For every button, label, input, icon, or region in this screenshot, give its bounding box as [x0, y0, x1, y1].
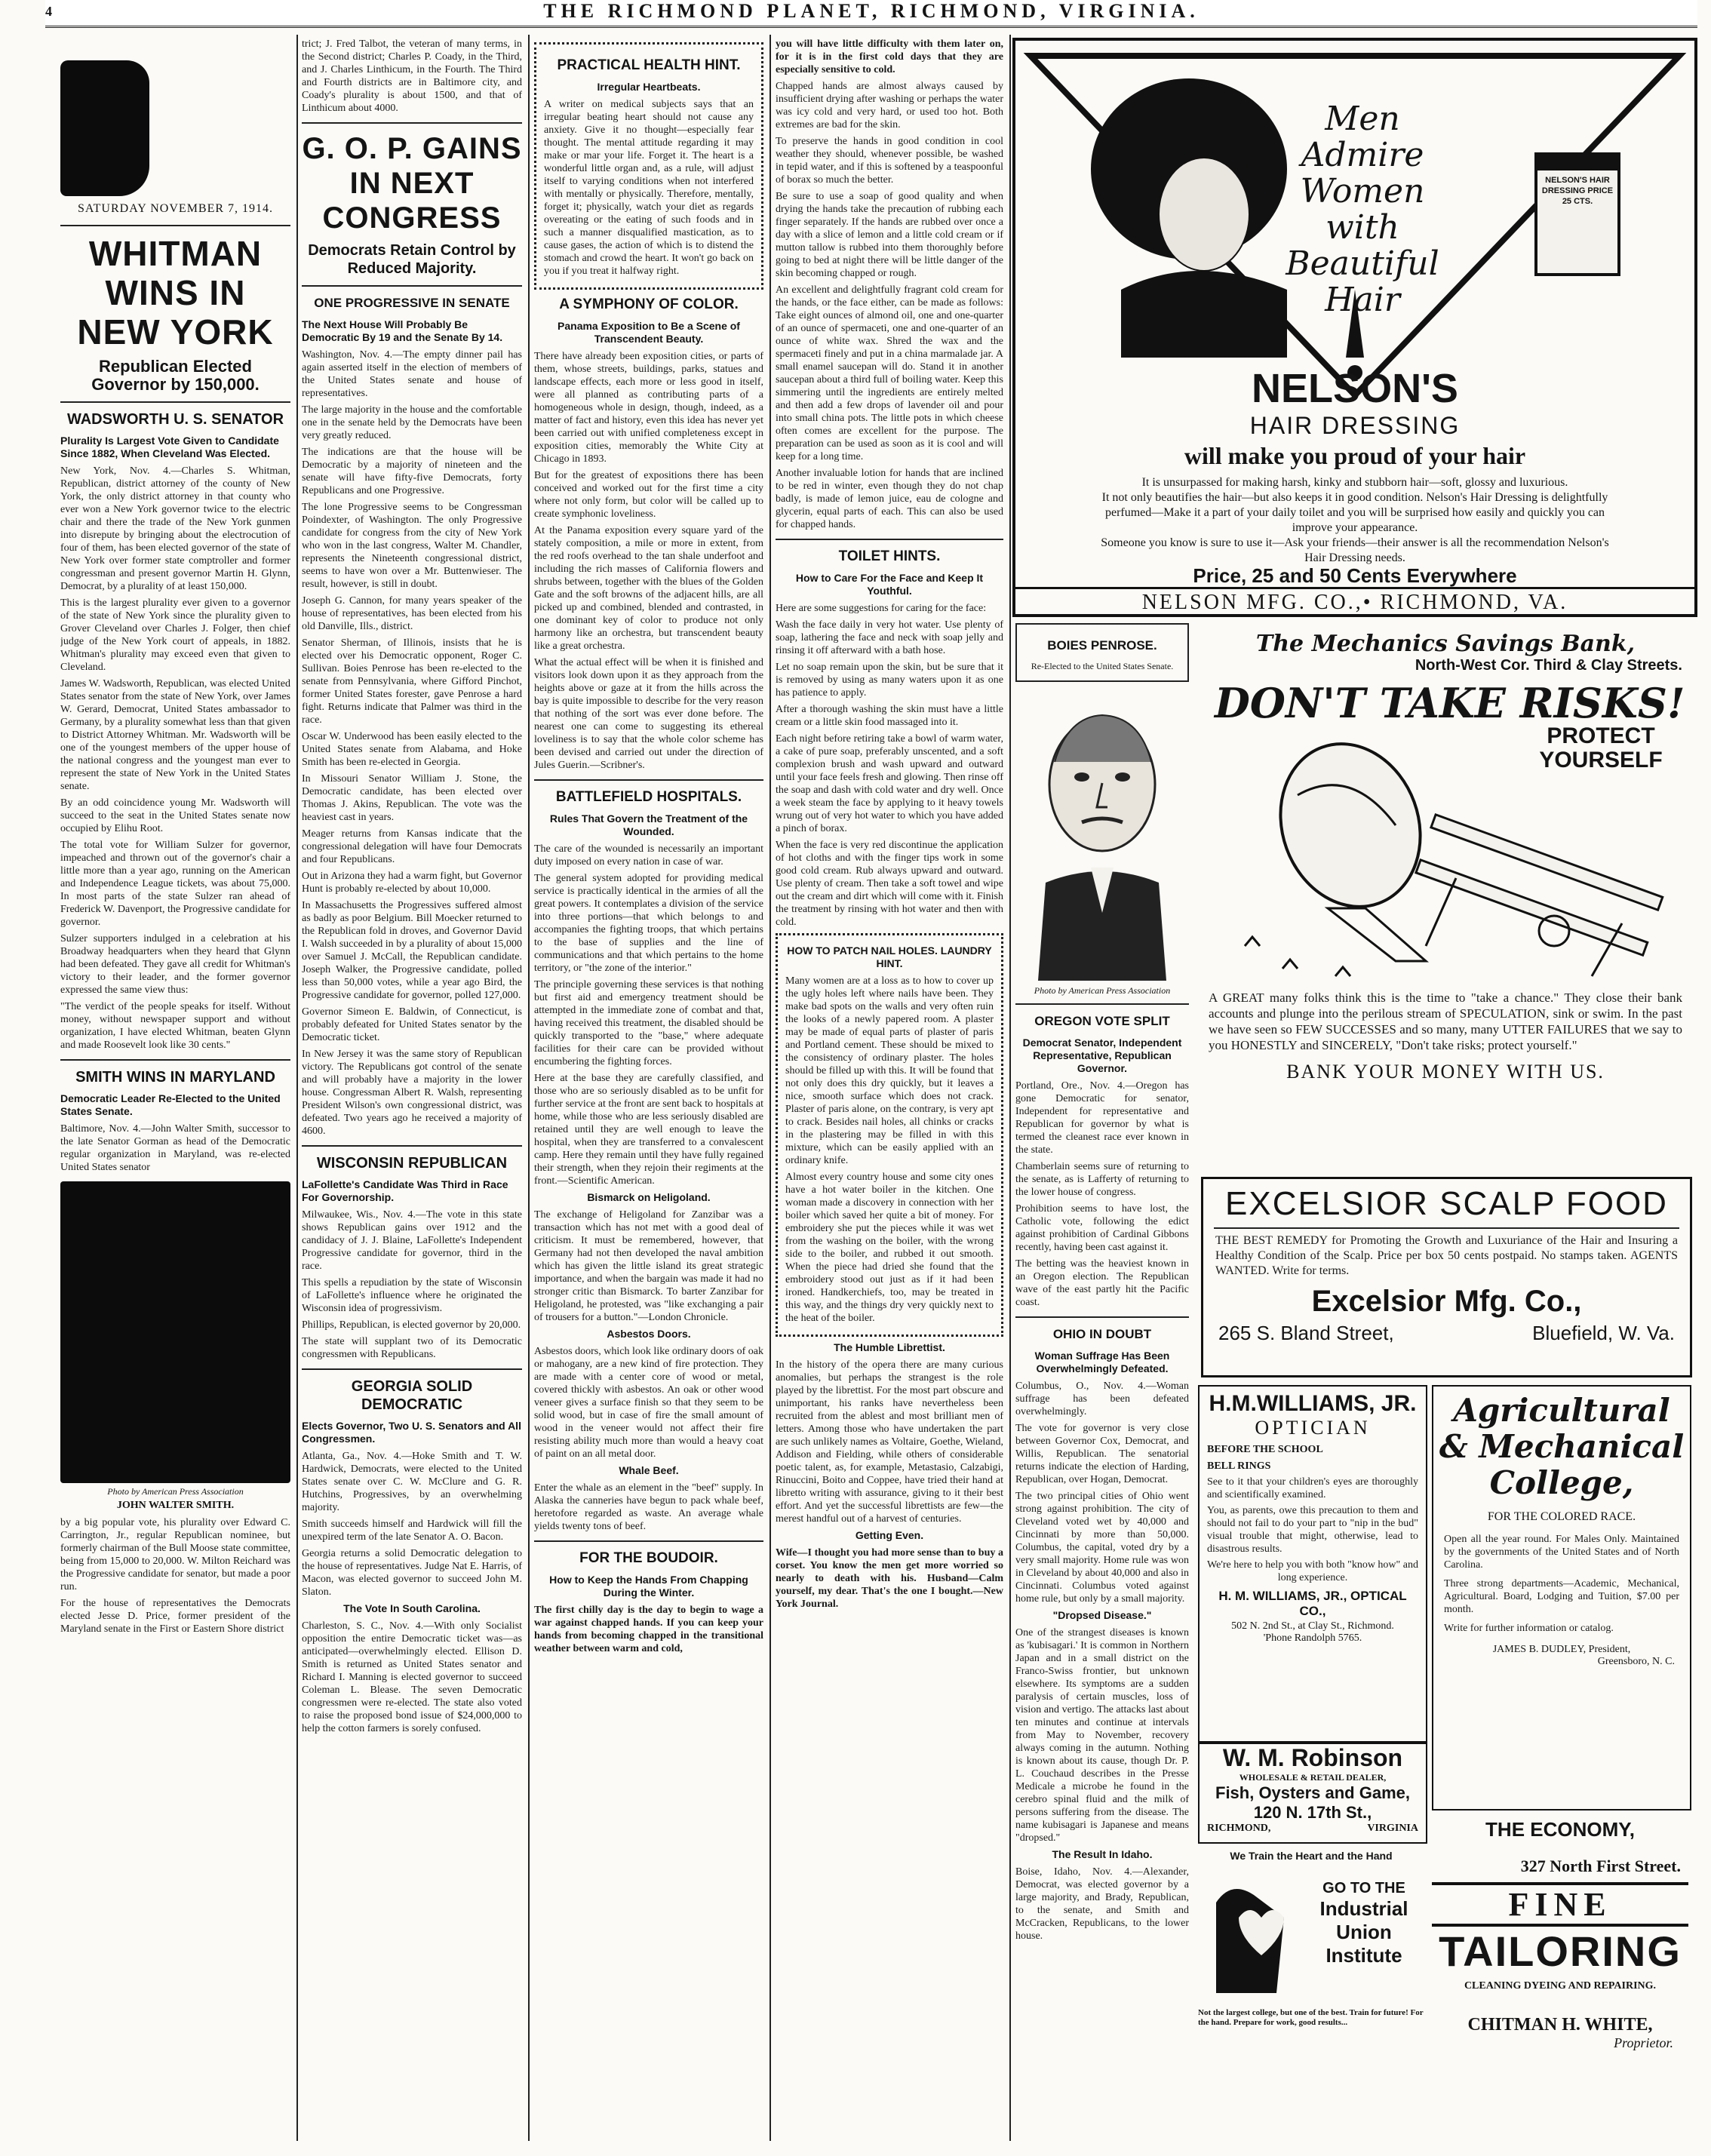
- column-3: [534, 38, 763, 2141]
- article-paragraph: The principle governing these services is that nothing but first aid and emergency treatment should be attempted in the immediate zone of combat and that, having received this treatment, the disabled should be quickly transported to the "base," where adequate facilities for their care can be provided without encumbering the fighting forces.: [534, 979, 763, 1067]
- divider: [302, 1145, 522, 1147]
- dropsed-headline: "Dropsed Disease.": [1052, 1609, 1152, 1621]
- penrose-sub: Re-Elected to the United States Senate.: [1031, 661, 1174, 671]
- college-title-line: & Mechanical: [1439, 1428, 1685, 1465]
- article-paragraph: Another invaluable lotion for hands that are inclined to be red in winter, even though they do not chap badly, is made of lemon juice, eau de cologne and glycerin, equal parts of each. This can also be used for chapped hands.: [776, 468, 1003, 530]
- article-paragraph: By an odd coincidence young Mr. Wadsworth will succeed to the seat in the United States senate now occupied by Elihu Root.: [60, 797, 290, 834]
- whitman-deck: Republican Elected Governor by 150,000.: [91, 357, 260, 394]
- column-4: [776, 38, 1003, 2141]
- nelson-tagline: will make you proud of your hair: [1184, 442, 1526, 469]
- headline-line: Women: [1300, 172, 1425, 210]
- article-paragraph: Columbus, O., Nov. 4.—Woman suffrage has been defeated overwhelmingly.: [1015, 1381, 1189, 1417]
- ad-copy-line: It is unsurpassed for making harsh, kinky and stubborn hair—soft, glossy and luxurious.: [1141, 476, 1568, 489]
- article-paragraph: Chapped hands are almost always caused by insufficient drying after washing or perhaps the water was icy cold and very hard, or used too hot. Both extremes are bad for the skin.: [776, 81, 1003, 131]
- symphony-headline: A SYMPHONY OF COLOR.: [559, 296, 739, 312]
- issue-date: SATURDAY NOVEMBER 7, 1914.: [77, 202, 274, 215]
- divider: [302, 1368, 522, 1370]
- article-paragraph: "The verdict of the people speaks for itself. Without money, without newspaper support and without organization, I have elected Whitman, beaten Glynn and made Roosevelt look like 30 cents.": [60, 1001, 290, 1051]
- article-paragraph: Boise, Idaho, Nov. 4.—Alexander, Democrat, was elected governor by a large majority, and Brady, Republican, to the senate, and Smith and McCracken, Republicans, to the lower house.: [1015, 1866, 1189, 1942]
- article-paragraph: Wash the face daily in very hot water. Use plenty of soap, lathering the face and neck with soap jelly and rinsing it off afterward with a bath hose.: [776, 619, 1003, 656]
- nelson-price: Price, 25 and 50 Cents Everywhere: [1193, 564, 1517, 587]
- industrial-institute-ad: [1198, 1850, 1424, 2136]
- williams-copy: We're here to help you with both "know how" and long experience.: [1207, 1559, 1418, 1583]
- photo-caption: JOHN WALTER SMITH.: [116, 1500, 235, 1511]
- ohio-deck: Woman Suffrage Has Been Overwhelmingly Defeated.: [1034, 1350, 1170, 1374]
- penrose-portrait-image: [1015, 686, 1189, 981]
- article-paragraph: But for the greatest of expositions there has been conceived and worked out for the first time a city where not only form, but color will be called up to create symphonic loveliness.: [534, 470, 763, 520]
- excelsior-street: 265 S. Bland Street,: [1218, 1322, 1394, 1344]
- article-paragraph: Washington, Nov. 4.—The empty dinner pail has again asserted itself in the election of members of the United States senate and house of representatives.: [302, 349, 522, 399]
- article-paragraph: Senator Sherman, of Illinois, insists that he is elected over his Democratic opponent, Roger C. Sullivan. Boies Penrose has been re-elected to the senate from Pennsylvania, where Gifford Pinchot, former United States forester, gave Penrose a hard fight. Returns indicate that Palmer was third in the race.: [302, 637, 522, 726]
- penrose-name: BOIES PENROSE.: [1047, 638, 1157, 653]
- article-paragraph: The state will supplant two of its Democratic congressmen with Republicans.: [302, 1336, 522, 1360]
- article-paragraph: Joseph G. Cannon, for many years speaker of the house of representatives, has been elected from his old Danville, Ills., district.: [302, 595, 522, 632]
- article-paragraph: Wife—I thought you had more sense than to buy a corset. You know the men get more worried so nearly to death with his. Husband—Calm yourself, my dear. That's the one I bought.—New York Journal.: [776, 1547, 1003, 1610]
- article-paragraph: Smith succeeds himself and Hardwick will fill the unexpired term of the late Senator A. O. Bacon.: [302, 1519, 522, 1543]
- williams-address: 502 N. 2nd St., at Clay St., Richmond.: [1231, 1620, 1394, 1632]
- boudoir-headline: FOR THE BOUDOIR.: [579, 1550, 718, 1566]
- headline-line: Beautiful: [1286, 244, 1439, 283]
- masthead: [45, 0, 1697, 28]
- williams-phone: 'Phone Randolph 5765.: [1263, 1632, 1362, 1644]
- article-paragraph: Sulzer supporters indulged in a celebration at his Broadway headquarters when they heard that Glynn had been defeated. They gave all credit for Whitman's victory to their leader, and the former governor expressed the same view thus:: [60, 933, 290, 996]
- college-copy: Three strong departments—Academic, Mechanical, Agricultural. Board, Lodging and Tuition, $7.00 per month.: [1444, 1578, 1679, 1615]
- gop-subhead: ONE PROGRESSIVE IN SENATE: [314, 296, 510, 310]
- college-signer: JAMES B. DUDLEY, President,: [1492, 1644, 1631, 1655]
- nelson-product: HAIR DRESSING: [1249, 412, 1461, 439]
- article-paragraph: Enter the whale as an element in the "beef" supply. In Alaska the canneries have begun to pack whale beef, heretofore regarded as waste. An average whale yields twenty tons of beef.: [534, 1482, 763, 1532]
- article-paragraph: The large majority in the house and the comfortable one in the senate held by the Democrats have been very greatly reduced.: [302, 404, 522, 441]
- divider: [1015, 1316, 1189, 1318]
- headline-line: Hair: [1325, 281, 1400, 319]
- robinson-city: RICHMOND,: [1207, 1823, 1271, 1834]
- divider: [1015, 1003, 1189, 1005]
- economy-name: THE ECONOMY,: [1485, 1818, 1635, 1841]
- college-title: [1433, 1393, 1690, 1501]
- excelsior-scalp-food-ad: [1201, 1177, 1692, 1377]
- toilet-deck: How to Care For the Face and Keep It Youthful.: [795, 572, 984, 597]
- robinson-name: W. M. Robinson: [1222, 1744, 1403, 1771]
- article-paragraph: When the face is very red discontinue the application of hot cloths and with the finger tips work in some good cold cream. Rub always upward and outward. Use plenty of cream. Then take a soft towel and wipe out the cream and dirt which will come with it. Finish the treatment by rinsing with hot water and then with cold.: [776, 840, 1003, 928]
- bank-address: North-West Cor. Third & Clay Streets.: [1415, 657, 1682, 674]
- article-paragraph: you will have little difficulty with them later on, for it is in the first cold days that they are especially sensitive to cold.: [776, 38, 1003, 75]
- article-paragraph: The two principal cities of Ohio went strong against prohibition. The city of Cleveland voted wet by 40,000 and Cincinnati by more than 50,000. Columbus, the capital, voted dry by a very small majority. Home rule was won in Cleveland by about 40,000 and also in Cincinnati. Columbus voted against home rule, but only by a small majority.: [1015, 1491, 1189, 1605]
- health-hint-box: [534, 42, 763, 290]
- divider: [776, 539, 1003, 540]
- article-paragraph: A writer on medical subjects says that an irregular beating heart should not cause any anxiety. Give it no thought—especially fear thought. The mental attitude regarding it may make or mar your life. Forget it. The heart is a wonderful little organ and, as a rule, will adjust itself to varying conditions when not interfered with mentally or physically. Therefore, mentally, forget it; physically, watch your diet as regards overeating or the eating of such foods and in such a manner disqualified mastication, as to cause gases, the action of which is to distend the stomach and crowd the heart. It won't go back on you if you treat it halfway right.: [544, 99, 754, 277]
- williams-sub1: BEFORE THE SCHOOL: [1207, 1444, 1323, 1455]
- article-paragraph: Almost every country house and some city ones have a hot water boiler in the kitchen. One woman made a discovery in connection with her boiler which saved her quite a bit of money. For embroidery she put the pieces while it was wet from the washing on the boiler, with the wrong side to the boiler, and rubbed it out smooth. When the piece had dried she found that the embroidery stood out just as if it had been ironed. Handkerchiefs, too, may be treated in this way, and the things dry very quickly next to the heat of the boiler.: [785, 1172, 994, 1324]
- article-paragraph: Oscar W. Underwood has been easily elected to the United States senate from Alabama, and Hoke Smith has been re-elected in Georgia.: [302, 731, 522, 768]
- masthead-title: THE RICHMOND PLANET, RICHMOND, VIRGINIA.: [543, 0, 1200, 22]
- idaho-headline: The Result In Idaho.: [1052, 1848, 1153, 1860]
- divider: [302, 285, 522, 287]
- nelson-hair-dressing-ad: [1012, 38, 1697, 617]
- product-jar-label: NELSON'S HAIR DRESSING PRICE 25 CTS.: [1541, 176, 1614, 206]
- industrial-lettering: [1304, 1880, 1424, 1967]
- article-paragraph: Asbestos doors, which look like ordinary doors of oak or mahogany, are a new kind of fire protection. They are made with a center core of wood or metal, covered thickly with asbestos. An oak or other wood veneer gives a surface finish so that they seem to be solid wood, but in case of fire the small amount of wood in the veneer would not affect their fire resisting ability much more than would a heavy coat of paint on an all metal door.: [534, 1346, 763, 1460]
- bismarck-headline: Bismarck on Heligoland.: [587, 1191, 711, 1203]
- article-paragraph: The total vote for William Sulzer for governor, impeached and thrown out of the governor's chair a little more than a year ago, running on the American and Independence League tickets, was about 75,000. In most parts of the state Sulzer ran ahead of Frederick W. Davenport, the Progressive candidate for governor.: [60, 840, 290, 928]
- williams-copy: See to it that your children's eyes are thoroughly and scientifically examined.: [1207, 1476, 1418, 1500]
- article-paragraph: In New Jersey it was the same story of Republican victory. The Republicans got control of the senate and will probably have a majority in the lower house. Congressman Albert R. Walsh, representing President Wilson's own congressional district, was defeated. Two years ago he received a majority of 4600.: [302, 1049, 522, 1137]
- article-paragraph: The general system adopted for providing medical service is practically identical in the armies of all the great powers. It contemplates a division of the service into three portions—that which belongs to and accompanies the fighting troops, that which pertains to the base of supplies and the line of communications and that which pertains to the home territory, or "the zone of the interior.": [534, 873, 763, 974]
- robinson-location: [1207, 1823, 1418, 1835]
- divider: [60, 401, 290, 403]
- robinson-address: 120 N. 17th St.,: [1253, 1803, 1372, 1822]
- nelson-company: NELSON MFG. CO.,• RICHMOND, VA.: [1015, 587, 1694, 615]
- college-copy: Open all the year round. For Males Only. Maintained by the governments of the United States and of North Carolina.: [1444, 1534, 1679, 1571]
- industrial-top: We Train the Heart and the Hand: [1230, 1850, 1393, 1862]
- article-paragraph: At the Panama exposition every square yard of the stately composition, a mile or more in extent, from the red roofs overhead to the tan shale underfoot and including the rich masses of California flowers and shrubs between, together with the blues of the Golden Gate and the soft browns of the adjacent hills, are all picked up and combined, blended and contrasted, in one dominant key of color to produce not only harmony like an orchestra, but transcendent beauty like a great orchestra.: [534, 525, 763, 652]
- divider: [534, 1540, 763, 1542]
- page-number: 4: [45, 4, 53, 19]
- excelsior-title: EXCELSIOR SCALP FOOD: [1225, 1185, 1668, 1222]
- article-paragraph: Governor Simeon E. Baldwin, of Connecticut, is probably defeated for United States senator by the Democratic ticket.: [302, 1006, 522, 1043]
- divider: [60, 1059, 290, 1061]
- divider: [302, 122, 522, 124]
- column-5: [1015, 619, 1189, 2141]
- article-paragraph: One of the strangest diseases is known as 'kubisagari.' It is common in Northern Japan and in a small district on the Franco-Swiss frontier, but unknown elsewhere. Its symptoms are a sudden paralysis of certain muscles, loss of vision and vertigo. The attacks last about ten minutes and continue at intervals from May to November, recovery always coming in the autumn. Nothing is known about its cause, though Dr. P. L. Couchaud describes in the Presse Medicale a microbe he found in the cerebro spinal fluid and the milk of persons suffering from the disease. The name kubisagari is Japanese and means "dropsed.": [1015, 1627, 1189, 1844]
- article-paragraph: To preserve the hands in good condition in cool weather they should, whenever possible, be washed in tepid water, and if this is softened by a teaspoonful of borax so much the better.: [776, 136, 1003, 186]
- battlefield-deck: Rules That Govern the Treatment of the Wounded.: [549, 812, 748, 837]
- economy-tailoring-ad: [1432, 1818, 1688, 2135]
- article-paragraph: Phillips, Republican, is elected governor by 20,000.: [302, 1319, 521, 1331]
- bank-name: The Mechanics Savings Bank,: [1255, 631, 1636, 657]
- battlefield-headline: BATTLEFIELD HOSPITALS.: [555, 789, 742, 805]
- mechanics-bank-ad: [1200, 626, 1691, 1139]
- article-paragraph: The first chilly day is the day to begin to wage a war against chapped hands. If you can keep your hands from becoming chapped in the transitional weather between warm and cold,: [534, 1605, 763, 1654]
- gop-deck: Democrats Retain Control by Reduced Majority.: [308, 242, 516, 277]
- article-paragraph: There have already been exposition cities, or parts of them, whose streets, buildings, parks, statues and landscape effects, each more or less good in itself, were all planned as contributing parts of a homogeneous whole in design, though, indeed, as a matter of fact and history, even this idea has never yet been carried out with unified completeness except in exposition cities, memorably the White City at Chicago in 1893.: [534, 351, 763, 465]
- williams-name: H.M.WILLIAMS, JR.: [1209, 1391, 1417, 1416]
- article-paragraph: by a big popular vote, his plurality over Edward C. Carrington, Jr., regular Republican nominee, but formerly chairman of the Bull Moose state committee, being from 15,000 to 20,000. W. Milton Reichard was the Progressive candidate for senator, but made a poor run.: [60, 1517, 290, 1592]
- williams-title: OPTICIAN: [1255, 1417, 1371, 1439]
- college-title-line: Agricultural: [1453, 1392, 1670, 1429]
- article-paragraph: Portland, Ore., Nov. 4.—Oregon has gone Democratic for senator, Independent for representative and Republican for governor by what is termed the cleanest race ever known in the state.: [1015, 1080, 1189, 1156]
- industrial-line: GO TO THE: [1322, 1880, 1405, 1896]
- nelson-copy: [1091, 475, 1619, 566]
- librettist-headline: The Humble Librettist.: [834, 1341, 945, 1353]
- wadsworth-subhead: WADSWORTH U. S. SENATOR: [66, 411, 284, 428]
- whitman-headline: WHITMAN WINS IN NEW YORK: [77, 234, 274, 352]
- photo-credit: Photo by American Press Association: [1034, 985, 1171, 996]
- bank-slogan: DON'T TAKE RISKS!: [1215, 679, 1685, 727]
- economy-sub: CLEANING DYEING AND REPAIRING.: [1464, 1980, 1657, 1992]
- article-paragraph: Prohibition seems to have lost, the Catholic vote, following the edict against prohibition of Cardinal Gibbons recently, having been cast against it.: [1015, 1203, 1189, 1253]
- college-copy: Write for further information or catalog.: [1444, 1623, 1614, 1634]
- economy-fine: FINE: [1432, 1882, 1688, 1927]
- article-paragraph: Atlanta, Ga., Nov. 4.—Hoke Smith and T. W. Hardwick, Democrats, were elected to the United States senate over C. W. McClure and G. R. Hutchins, Progressives, by an overwhelming majority.: [302, 1451, 522, 1513]
- ink-smudge-image: [60, 60, 149, 196]
- article-paragraph: The indications are that the house will be Democratic by a majority of nineteen and the senate will have fifty-five Democrats, forty Republicans and one Progressive.: [302, 447, 522, 496]
- article-paragraph: The care of the wounded is necessarily an important duty imposed on every nation in case of war.: [534, 843, 763, 868]
- divider: [534, 779, 763, 781]
- column-rule: [528, 35, 530, 2141]
- article-paragraph: Each night before retiring take a bowl of warm water, a cake of pure soap, preferably unscented, and a soft complexion brush and wash upward and outward until your face feels fresh and glowing. Then rinse off the soap and dash with cold water and dry well. Once a week steam the face by applying to it heavy towels wrung out of very hot water to which you have added a pinch of borax.: [776, 733, 1003, 834]
- oregon-headline: OREGON VOTE SPLIT: [1034, 1014, 1170, 1028]
- article-paragraph: Charleston, S. C., Nov. 4.—With only Socialist opposition the entire Democratic ticket was—as anticipated—overwhelmingly elected. Ellison D. Smith is returned as United States senator and Richard I. Manning is elected governor to succeed Coleman L. Blease. The seven Democratic congressmen were re-elected. The state also voted to raise the proposed bond issue of $24,000,000 to help the cotton farmers is sorely confused.: [302, 1620, 522, 1734]
- college-ad: [1432, 1385, 1691, 1810]
- article-paragraph: Baltimore, Nov. 4.—John Walter Smith, successor to the late Senator Gorman as head of the Democratic regular organization in Maryland, was re-elected United States senator: [60, 1123, 290, 1173]
- bank-footer: BANK YOUR MONEY WITH US.: [1286, 1061, 1605, 1083]
- excelsior-company: Excelsior Mfg. Co.,: [1311, 1285, 1582, 1318]
- column-2: [302, 38, 522, 2141]
- nelson-headline: [1264, 101, 1461, 318]
- penrose-nameplate: [1015, 623, 1189, 682]
- industrial-footer: Not the largest college, but one of the best. Train for future! For the hand. Prepare for work, good results...: [1198, 2008, 1424, 2027]
- economy-address: 327 North First Street.: [1520, 1857, 1681, 1875]
- wisconsin-deck: LaFollette's Candidate Was Third in Race For Governorship.: [302, 1178, 508, 1203]
- divider: [1214, 1227, 1679, 1229]
- article-paragraph: Out in Arizona they had a warm fight, but Governor Hunt is probably re-elected by about 10,000.: [302, 871, 522, 895]
- article-paragraph: trict; J. Fred Talbot, the veteran of many terms, in the Second district; Charles P. Coady, in the Third, and J. Charles Linthicum, in the Fourth. The Third and Fourth districts are in Baltimore city, and Coady's plurality is about 1500, and that of Linthicum about 4000.: [302, 38, 522, 114]
- georgia-deck: Elects Governor, Two U. S. Senators and All Congressmen.: [302, 1420, 521, 1445]
- health-deck: Irregular Heartbeats.: [597, 81, 701, 93]
- oregon-deck: Democrat Senator, Independent Representative, Republican Governor.: [1022, 1037, 1182, 1074]
- column-rule: [1009, 35, 1011, 2141]
- nelson-brand: NELSON'S: [1252, 366, 1458, 411]
- health-headline: PRACTICAL HEALTH HINT.: [557, 57, 741, 73]
- boudoir-deck: How to Keep the Hands From Chapping During the Winter.: [549, 1574, 748, 1599]
- article-paragraph: After a thorough washing the skin must have a little cream or a little skin food massaged into it.: [776, 704, 1003, 728]
- article-paragraph: Be sure to use a soap of good quality and when drying the hands take the precaution of rubbing each finger separately. If the hands are rubbed over once a day with a slice of lemon and a little cold cream or if mutton tallow is rubbed into them thoroughly before going to bed at night there will be little danger of the skin becoming chapped or rough.: [776, 191, 1003, 279]
- article-paragraph: Chamberlain seems sure of returning to the senate, as is Lafferty of returning to the lower house of congress.: [1015, 1161, 1189, 1198]
- nail-holes-box: [776, 933, 1003, 1337]
- toilet-headline: TOILET HINTS.: [838, 548, 941, 564]
- robinson-sub: WHOLESALE & RETAIL DEALER,: [1239, 1772, 1387, 1783]
- ad-copy-line: Someone you know is sure to use it—Ask your friends—their answer is all the recommendation Nelson's Hair Dressing needs.: [1101, 536, 1609, 564]
- column-rule: [769, 35, 771, 2141]
- industrial-line: Institute: [1325, 1944, 1402, 1967]
- article-paragraph: Let no soap remain upon the skin, but be sure that it is removed by using as many waters upon it as one has patience to apply.: [776, 662, 1003, 699]
- column-rule: [296, 35, 298, 2141]
- whale-headline: Whale Beef.: [619, 1464, 679, 1476]
- college-city: Greensboro, N. C.: [1597, 1656, 1675, 1667]
- ad-copy-line: It not only beautifies the hair—but also keeps it in good condition. Nelson's Hair Dressing is delightfully perfumed—Make it a part of your daily toilet and you will be surprised how easily and quickly you can improve your appearance.: [1101, 491, 1608, 534]
- bank-sub-slogan: PROTECT YOURSELF: [1539, 723, 1663, 772]
- article-paragraph: James W. Wadsworth, Republican, was elected United States senator from the state of New York, over James W. Gerard, Democrat, United States ambassador to Germany, by a plurality somewhat less than that given to District Attorney Whitman. Mr. Wadsworth will be one of the youngest members of the upper house of the national congress and the youngest man ever to represent the state of New York in the United States senate.: [60, 678, 290, 792]
- asbestos-headline: Asbestos Doors.: [607, 1328, 691, 1340]
- article-paragraph: In the history of the opera there are many curious anomalies, but perhaps the strangest is the role played by the librettist. For the most part obscure and unimportant, his ranks have nevertheless been recruited from the ablest and most brilliant men of letters. Among those who have undertaken the part are such unlikely names as Voltaire, Goethe, Wieland, Addison and Fielding, while others of considerable poetic talent, as, for example, Metastasio, Calzabigi, Rinuccini, Boito and Coppee, have tried their hand at libretto writing with assurance, giving to it their best effort. And yet the successful librettists are few—the merest handful out of a harvest of centuries.: [776, 1359, 1003, 1525]
- article-paragraph: This is the largest plurality ever given to a governor of the state of New York since the plurality given to Grover Cleveland over Charles J. Folger, then chief judge of the New York court of appeals, in 1882. Whitman's plurality may exceed even that given to Cleveland.: [60, 597, 290, 673]
- carolina-headline: The Vote In South Carolina.: [343, 1602, 481, 1614]
- williams-company: H. M. WILLIAMS, JR., OPTICAL CO.,: [1218, 1589, 1407, 1618]
- williams-sub2: BELL RINGS: [1207, 1460, 1271, 1472]
- hand-and-heart-image: [1201, 1872, 1299, 2001]
- excelsior-city: Bluefield, W. Va.: [1532, 1322, 1675, 1344]
- gop-subdeck: The Next House Will Probably Be Democratic By 19 and the Senate By 14.: [302, 318, 503, 343]
- college-sub: FOR THE COLORED RACE.: [1487, 1510, 1636, 1523]
- industrial-line: Industrial: [1319, 1897, 1408, 1920]
- article-paragraph: Meager returns from Kansas indicate that the congressional delegation will have four Democrats and four Republicans.: [302, 828, 522, 865]
- article-paragraph: For the house of representatives the Democrats elected Jesse D. Price, former president of the Maryland senate in the First or Eastern Shore district: [60, 1598, 290, 1635]
- article-paragraph: Georgia returns a solid Democratic delegation to the house of representatives. Judge Nat E. Harris, of Macon, was elected governor to succeed John M. Slaton.: [302, 1548, 522, 1598]
- photo-credit: Photo by American Press Association: [107, 1486, 244, 1497]
- article-paragraph: The betting was the heaviest known in an Oregon election. The Republican wave of the east partly hit the Pacific coast.: [1015, 1258, 1189, 1308]
- whitman-subdeck: Plurality Is Largest Vote Given to Candidate Since 1882, When Cleveland Was Elected.: [60, 435, 279, 459]
- excelsior-address: [1218, 1322, 1675, 1345]
- economy-title: Proprietor.: [1614, 2035, 1673, 2050]
- getting-even-headline: Getting Even.: [855, 1529, 924, 1541]
- economy-tailoring: TAILORING: [1439, 1927, 1682, 1975]
- bank-copy: A GREAT many folks think this is the time to "take a chance." They close their bank accounts and plunge into the perilous stream of SPECULATION, sink or swim. In the past we have seen so FEW SUCCESSES and so many, many UTTER FAILURES that we say to you HONESTLY and SINCERELY, "Don't take risks; protect yourself.": [1209, 990, 1682, 1052]
- divider: [60, 225, 290, 226]
- college-title-line: College,: [1489, 1464, 1634, 1501]
- article-paragraph: What the actual effect will be when it is finished and visitors look down upon it as they approach from the heights above or gaze at it from the hills across the bay is quite impossible to describe for the very reason that nothing of the sort was ever done before. The nearest one can come to suggesting its ethereal loveliness is to say that the whole color scheme has been devised and carried out under the direction of Jules Guerin.—Scribner's.: [534, 657, 763, 771]
- headline-line: with: [1325, 208, 1399, 247]
- symphony-deck: Panama Exposition to Be a Scene of Transcendent Beauty.: [558, 320, 740, 345]
- headline-line: Men Admire: [1301, 100, 1424, 174]
- article-paragraph: The lone Progressive seems to be Congressman Poindexter, of Washington. The only Progressive candidate for congress from the city of New York who won in the last congress, Walter M. Chandler, represents the Nineteenth congressional district, seems to have won over a Mr. Buttenwieser. The result, however, is still in doubt.: [302, 502, 522, 590]
- column-1: [60, 38, 290, 2141]
- georgia-headline: GEORGIA SOLID DEMOCRATIC: [351, 1378, 473, 1413]
- nail-headline: HOW TO PATCH NAIL HOLES. LAUNDRY HINT.: [787, 944, 992, 969]
- article-paragraph: In Massachusetts the Progressives suffered almost as badly as poor Belgium. Bill Moecker returned to the Republican fold in droves, and Governor David I. Walsh succeeded in by a plurality of about 15,000 over Samuel J. McCall, the Republican candidate. Joseph Walker, the Progressive candidate, polled less than 50,000 votes, while a year ago Bird, the Progressive candidate for governor, polled 127,000.: [302, 900, 522, 1001]
- article-paragraph: Milwaukee, Wis., Nov. 4.—The vote in this state shows Republican gains over 1912 and the candidacy of J. J. Blaine, LaFollette's Independent Progressive candidate for governor, third in the race.: [302, 1209, 522, 1272]
- article-paragraph: The vote for governor is very close between Governor Cox, Democrat, and Willis, Republican. The senatorial returns indicate the election of Harding, Republican, over Hogan, Democrat.: [1015, 1423, 1189, 1485]
- article-paragraph: An excellent and delightfully fragrant cold cream for the hands, or the face either, can be made as follows: Take eight ounces of almond oil, one and one-quarter of an ounce of spermaceti, one and one-quarter of an ounce of white wax. Shred the wax and the spermaceti finely and put in a china marmalade jar. A small enamel saucepan will do. Stand it in another saucepan about a third full of boiling water. Keep this simmering until the ingredients are entirely melted and then add a few drops of lavender oil and pour into small china pots. The little pots in which cheese often comes are excellent for the purpose. The preparation can be used as soon as it is cool and will keep for a long time.: [776, 284, 1003, 462]
- gop-headline: G. O. P. GAINS IN NEXT CONGRESS: [302, 132, 522, 235]
- smith-portrait-image: [60, 1181, 290, 1483]
- robinson-goods: Fish, Oysters and Game,: [1215, 1783, 1410, 1802]
- smith-headline: SMITH WINS IN MARYLAND: [75, 1069, 275, 1086]
- article-paragraph: New York, Nov. 4.—Charles S. Whitman, Republican, district attorney of the county of New York, the only district attorney in that county who ever won a New York governor twice to the electric chair and there the trade of the New York gunmen into disrepute by bringing about the electrocution of four of them, has been elected governor of the state of New York over former state comptroller and former congressman and present governor Martin H. Glynn, Democrat, by a plurality of at least 150,000.: [60, 465, 290, 592]
- ohio-headline: OHIO IN DOUBT: [1052, 1327, 1152, 1341]
- excelsior-copy: THE BEST REMEDY for Promoting the Growth and Luxuriance of the Hair and Insuring a Healthy Condition of the Scalp. Price per box 50 cents postpaid. No stamps taken. AGENTS WANTED. Write for terms.: [1215, 1234, 1678, 1277]
- williams-copy: You, as parents, owe this precaution to them and should not fail to do your part to "nip in the bud" visual trouble that might, otherwise, lead to disastrous results.: [1207, 1505, 1418, 1555]
- article-paragraph: Here are some suggestions for caring for the face:: [776, 603, 987, 614]
- williams-optician-ad: [1198, 1385, 1427, 1743]
- smith-deck: Democratic Leader Re-Elected to the United States Senate.: [60, 1092, 281, 1117]
- article-paragraph: The exchange of Heligoland for Zanzibar was a transaction which has not met with a good deal of criticism. It must be remembered, however, that Germany had not then developed the naval ambition which has given the little island its great strategic importance, and when the bargain was made it had no stronger critic than Bismarck. To barter Zanzibar for Heligoland, he protested, was "like exchanging a pair of trousers for a button."—London Chronicle.: [534, 1209, 763, 1323]
- economy-owner: CHITMAN H. WHITE,: [1467, 2015, 1653, 2035]
- robinson-state: VIRGINIA: [1367, 1823, 1418, 1834]
- wisconsin-headline: WISCONSIN REPUBLICAN: [316, 1155, 508, 1172]
- article-paragraph: In Missouri Senator William J. Stone, the Democratic candidate, has been elected over Thomas J. Akins, Republican. The vote was the heaviest cast in years.: [302, 773, 522, 823]
- robinson-fish-ad: [1198, 1743, 1427, 1844]
- article-paragraph: Many women are at a loss as to how to cover up the ugly holes left where nails have been. They make bad spots on the walls and very often ruin the looks of a newly papered room. A plaster may be made of equal parts of plaster of paris and Portland cement. These should be mixed to the consistency of ordinary plaster. The holes should be filled up with this. It will be found that not only does this dry quickly, but it leaves a nice, smooth surface which does not crack. Plaster of paris alone, on the contrary, is very apt to crack. Besides nail holes, all chinks or cracks in the plastering may be filled in with this mixture, which can be easily applied with an ordinary knife.: [785, 975, 994, 1166]
- article-paragraph: Here at the base they are carefully classified, and those who are so seriously disabled as to be unfit for further service at the front are sent back to hospitals at home, while those who are less seriously disabled are retained until they are well enough to leave the hospital, when they are transferred to a convalescent camp. Here they remain until they have fully regained their strength, when they rejoin their regiments at the front.—Scientific American.: [534, 1073, 763, 1187]
- article-paragraph: This spells a repudiation by the state of Wisconsin of LaFollette's influence where he originated the Wisconsin idea of progressivism.: [302, 1277, 522, 1314]
- industrial-line: Union: [1336, 1921, 1392, 1943]
